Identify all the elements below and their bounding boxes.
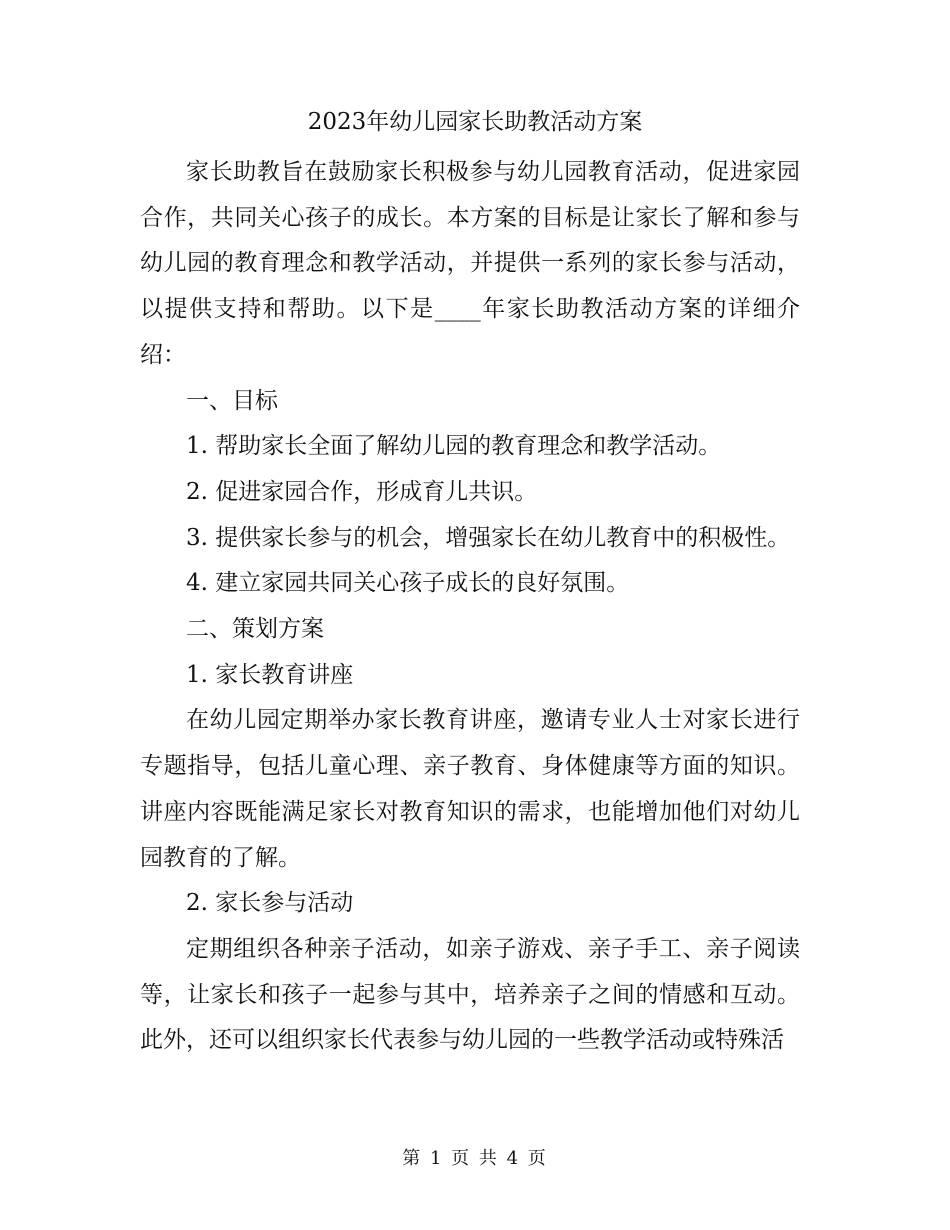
intro-paragraph: 家长助教旨在鼓励家长积极参与幼儿园教育活动，促进家园合作，共同关心孩子的成长。本方案的目标是让家长了解和参与幼儿园的教育理念和教学活动，并提供一系列的家长参与活动，以提供支持和帮助。以下是____年家长助教活动方案的详细介绍： [140, 159, 800, 368]
subsection-heading-activities: 2. 家长参与活动 [186, 890, 354, 917]
subsection-heading-lectures: 1. 家长教育讲座 [186, 661, 354, 688]
section-heading-plan: 二、策划方案 [186, 616, 324, 643]
document-body [140, 150, 800, 1064]
page-number: 第 1 页 共 4 页 [402, 1148, 548, 1169]
lectures-paragraph: 在幼儿园定期举办家长教育讲座，邀请专业人士对家长进行专题指导，包括儿童心理、亲子教育、身体健康等方面的知识。讲座内容既能满足家长对教育知识的需求，也能增加他们对幼儿园教育的了解。 [140, 707, 800, 871]
goal-item-3: 3. 提供家长参与的机会，增强家长在幼儿教育中的积极性。 [186, 524, 791, 551]
section-heading-goals: 一、目标 [186, 387, 278, 414]
goal-item-2: 2. 促进家园合作，形成育儿共识。 [186, 478, 538, 505]
goal-item-1: 1. 帮助家长全面了解幼儿园的教育理念和教学活动。 [186, 433, 722, 460]
activities-paragraph: 定期组织各种亲子活动，如亲子游戏、亲子手工、亲子阅读等，让家长和孩子一起参与其中，培养亲子之间的情感和互动。此外，还可以组织家长代表参与幼儿园的一些教学活动或特殊活 [140, 935, 800, 1054]
document-title: 2023年幼儿园家长助教活动方案 [307, 109, 643, 135]
goal-item-4: 4. 建立家园共同关心孩子成长的良好氛围。 [186, 570, 630, 597]
